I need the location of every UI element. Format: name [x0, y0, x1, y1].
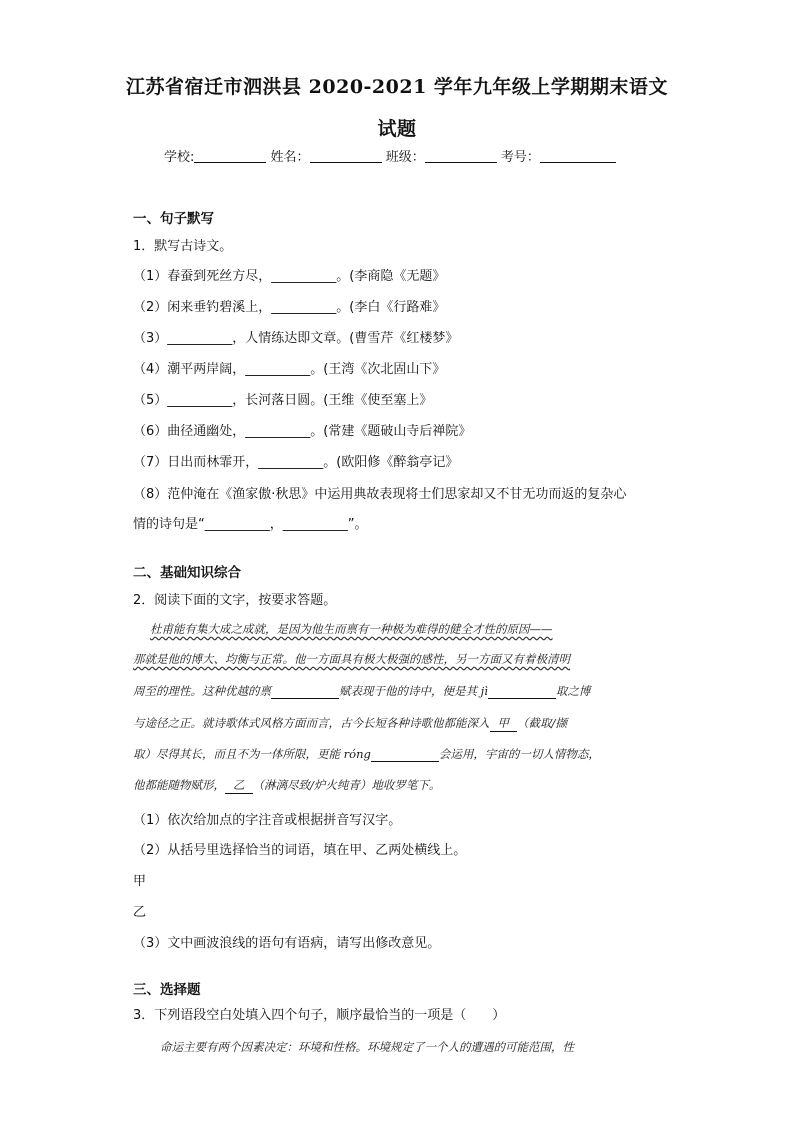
- passage-text: 会运用，宇宙的一切人情物态，: [438, 747, 600, 761]
- q2-sub-2: （2）从括号里选择恰当的词语，填在甲、乙两处横线上。: [133, 843, 467, 858]
- school-blank[interactable]: [194, 149, 266, 163]
- name-blank[interactable]: [310, 149, 382, 163]
- passage-text: 取）尽得其长，而且不为一体所限，更能 róng: [133, 747, 371, 761]
- q1-item-1: （1）春蚕到死丝方尽，__________。(李商隐《无题》: [133, 269, 446, 284]
- passage-line-3: [133, 683, 653, 699]
- q2-sub-3: （3）文中画波浪线的语句有语病，请写出修改意见。: [133, 936, 441, 951]
- passage-text: 与途径之正。就诗歌体式风格方面而言，古今长短各种诗歌他都能深入: [133, 716, 490, 730]
- q1-item-6: （6）曲径通幽处，__________。(常建《题破山寺后禅院》: [133, 424, 472, 439]
- q1-item-4: （4）潮平两岸阔，__________。(王湾《次北固山下》: [133, 362, 446, 377]
- answer-blank[interactable]: [371, 747, 439, 762]
- question-3: 3．下列语段空白处填入四个句子，顺序最恰当的一项是（ ）: [133, 1008, 506, 1023]
- class-blank[interactable]: [425, 149, 497, 163]
- passage-line-5: [133, 746, 653, 762]
- passage-text: （截取/撷: [517, 716, 567, 730]
- section1-heading: 一、句子默写: [133, 211, 214, 227]
- q1-item-3: （3）__________，人情练达即文章。(曹雪芹《红楼梦》: [133, 331, 459, 346]
- q3-passage: 命运主要有两个因素决定：环境和性格。环境规定了一个人的遭遇的可能范围，性: [160, 1040, 574, 1054]
- question-1: 1．默写古诗文。: [133, 239, 233, 254]
- passage-line-4: [133, 715, 653, 732]
- passage-text: 赋表现于他的诗中，便是其 jì: [339, 684, 488, 698]
- q1-item-7: （7）日出而林霏开，__________。(欧阳修《醉翁亭记》: [133, 455, 459, 470]
- section3-heading: 三、选择题: [133, 982, 201, 998]
- passage-line-2: [133, 651, 653, 667]
- q1-item-8a: （8）范仲淹在《渔家傲·秋思》中运用典故表现将士们思家却又不甘无功而返的复杂心: [133, 487, 627, 502]
- passage-text: 他都能随物赋形，: [133, 778, 225, 792]
- number-label: 考号：: [500, 150, 540, 165]
- q1-item-8b: 情的诗句是“__________，__________”。: [133, 517, 368, 532]
- q2-sub-1: （1）依次给加点的字注音或根据拼音写汉字。: [133, 813, 402, 828]
- exam-title-line1: 江苏省宿迁市泗洪县 2020-2021 学年九年级上学期期末语文: [126, 76, 668, 98]
- passage-text: 取之博: [555, 684, 591, 698]
- question-2: 2．阅读下面的文字，按要求答题。: [133, 593, 337, 608]
- passage-line-1: 杜甫能有集大成之成就，是因为他生而禀有一种极为难得的健全才性的原因——: [150, 622, 553, 636]
- school-label: 学校:: [164, 150, 195, 165]
- blank-yi[interactable]: 乙: [225, 777, 253, 794]
- student-info-row: [164, 146, 616, 165]
- answer-blank[interactable]: [488, 684, 556, 699]
- answer-blank[interactable]: [271, 684, 339, 699]
- passage-line-2-text: 那就是他的博大、均衡与正常。他一方面具有极大极强的感性，另一方面又有着极清明: [133, 652, 570, 666]
- q1-item-5: （5）__________，长河落日圆。(王维《使至塞上》: [133, 393, 433, 408]
- answer-label-yi: 乙: [133, 905, 147, 920]
- number-blank[interactable]: [540, 149, 616, 163]
- passage-text: 周至的理性。这种优越的禀: [133, 684, 271, 698]
- passage-line-6: [133, 777, 653, 794]
- exam-title-line2: 试题: [377, 118, 417, 140]
- name-label: 姓名：: [270, 150, 310, 165]
- passage-text: （淋漓尽致/炉火纯青）地收罗笔下。: [252, 778, 441, 792]
- blank-jia[interactable]: 甲: [490, 715, 518, 732]
- class-label: 班级：: [385, 150, 425, 165]
- section2-heading: 二、基础知识综合: [133, 565, 241, 581]
- q1-item-2: （2）闲来垂钓碧溪上，__________。(李白《行路难》: [133, 300, 446, 315]
- answer-label-jia: 甲: [133, 874, 147, 889]
